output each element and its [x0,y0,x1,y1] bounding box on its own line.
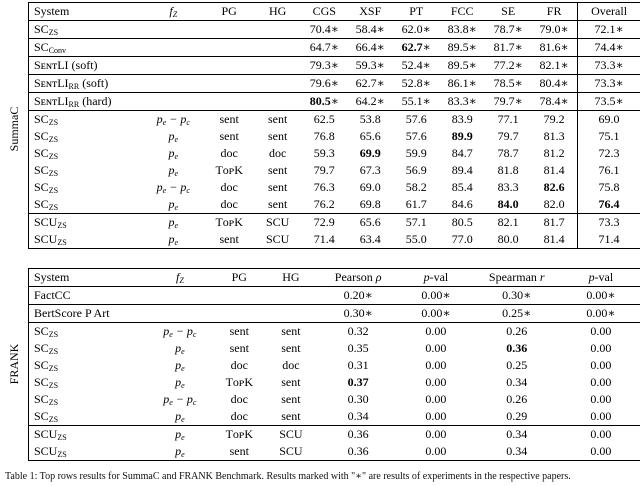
table-row [29,75,640,93]
column-header: XSF [359,4,382,18]
value-cell [142,21,204,39]
value-cell: 72.9 [313,215,335,229]
value-cell: 0.26 [506,324,528,338]
value-cell: 0.00 [590,341,612,355]
table-row [29,21,640,39]
column-header: CGS [312,4,336,18]
value-cell: 81.4 [543,163,565,177]
column-header: System [34,270,70,284]
column-header: p-val [423,270,449,284]
value-cell: 81.4 [543,232,565,246]
value-cell: 80.4∗ [539,76,569,90]
value-cell: 0.25 [506,358,528,372]
table-row [29,128,640,145]
value-cell [142,75,204,93]
value-cell: 65.6 [359,129,381,143]
value-cell: doc [282,358,300,372]
table-row [29,111,640,129]
value-cell: 55.1∗ [401,94,431,108]
column-header: p-val [588,270,614,284]
value-cell: 81.2 [543,146,565,160]
value-cell [254,21,301,39]
value-cell: 0.00∗ [586,288,616,302]
value-cell: 0.30∗ [502,288,532,302]
system-cell: SᴇɴᴛLI$_{RR}$ (soft) [34,76,109,91]
value-cell: TᴏᴘK [215,215,243,229]
value-cell [147,287,213,305]
value-cell: 73.3∗ [578,75,640,93]
value-cell: 79.2 [543,112,565,126]
table-row [29,39,640,57]
value-cell: 59.3∗ [355,58,385,72]
system-cell: $SC_{ZS}$ [34,22,59,37]
value-cell: 82.0 [543,197,565,211]
value-cell: 76.3 [313,180,335,194]
column-header: PT [409,4,424,18]
value-cell: 64.7∗ [309,40,339,54]
value-cell: sent [267,197,288,211]
value-cell: 62.7∗ [401,40,431,54]
value-cell: 57.6 [405,129,427,143]
value-cell: 77.1 [497,112,519,126]
value-cell: 72.3 [578,145,640,162]
column-header: SE [501,4,516,18]
value-cell: $p_e$ [168,232,179,247]
value-cell: $p_e - p_c$ [163,392,197,407]
value-cell [213,305,266,323]
value-cell: 83.3 [497,180,519,194]
value-cell: 58.4∗ [355,22,385,36]
value-cell: 0.00 [590,409,612,423]
value-cell [204,75,254,93]
table-row [29,426,640,444]
table-row [29,408,640,426]
table-caption: Table 1: Top rows results for SummaC and FRANK Benchmark. Results marked with "∗" are results of experiments in the respective papers. [5,471,571,482]
value-cell: 72.1∗ [578,21,640,39]
value-cell: sent [229,444,249,458]
value-cell: sent [281,409,301,423]
value-cell: sent [281,375,301,389]
value-cell: 69.9 [359,146,381,160]
value-cell: 61.7 [405,197,427,211]
value-cell: 89.4 [451,163,473,177]
table-row [29,287,640,305]
value-cell: $p_e$ [175,358,185,373]
value-cell: 83.8∗ [447,22,477,36]
value-cell: 81.8 [497,163,519,177]
value-cell [142,39,204,57]
system-cell: $SC_{ZS}$ [34,197,59,212]
value-cell: 77.0 [451,232,473,246]
value-cell: sent [281,341,301,355]
value-cell: 0.36 [347,427,369,441]
value-cell: sent [267,180,288,194]
value-cell: SCU [265,215,290,229]
summac-results-table [28,2,640,249]
value-cell: 67.3 [359,163,381,177]
value-cell: $p_e - p_c$ [156,112,190,127]
value-cell: 0.00 [425,341,447,355]
table-row [29,162,640,179]
value-cell: 62.0∗ [401,22,431,36]
value-cell: 62.5 [313,112,335,126]
value-cell: TᴏᴘK [215,163,243,177]
value-cell: 76.8 [313,129,335,143]
column-header: $f_Z$ [169,4,178,19]
table-row [29,179,640,196]
table-row [29,196,640,214]
value-cell: 69.0 [359,180,381,194]
value-cell: 0.00 [590,324,612,338]
column-header: Overall [578,3,640,21]
column-header: Pearson ρ [334,270,382,284]
value-cell: 0.34 [506,444,528,458]
value-cell [254,75,301,93]
value-cell: SCU [279,444,303,458]
value-cell: sent [267,163,288,177]
system-cell: $SC_{ZS}$ [34,163,59,178]
value-cell [204,39,254,57]
value-cell: doc [220,197,238,211]
value-cell: 80.5∗ [309,94,339,108]
value-cell: 71.4 [578,231,640,249]
value-cell: 52.4∗ [401,58,431,72]
value-cell: 0.36 [506,341,528,355]
system-cell: SᴇɴᴛLI (soft) [34,58,98,72]
value-cell: 81.7 [543,215,565,229]
value-cell: sent [267,112,288,126]
system-cell: $SC_{ZS}$ [34,358,59,373]
value-cell: sent [219,129,239,143]
value-cell: 78.5∗ [493,76,523,90]
column-header: FR [546,4,562,18]
value-cell: 80.0 [497,232,519,246]
system-cell: $SC_{ZS}$ [34,392,59,407]
value-cell: 0.00 [590,375,612,389]
table-row [29,214,640,232]
system-cell: $SC_{ZS}$ [34,146,59,161]
value-cell: doc [220,146,238,160]
table-row [29,57,640,75]
group-label-frank: FRANK [7,343,21,385]
value-cell [142,93,204,111]
value-cell: $p_e$ [168,146,179,161]
value-cell: 71.4 [313,232,335,246]
value-cell: TᴏᴘK [225,427,254,441]
value-cell: 69.8 [359,197,381,211]
value-cell: $p_e$ [175,409,185,424]
value-cell: doc [230,358,248,372]
value-cell: $p_e$ [168,215,179,230]
value-cell: sent [281,392,301,406]
value-cell: $p_e$ [175,375,185,390]
value-cell: 85.4 [451,180,473,194]
value-cell: 81.3 [543,129,565,143]
value-cell [204,21,254,39]
value-cell [142,57,204,75]
value-cell: $p_e$ [175,444,185,459]
value-cell: 75.1 [578,128,640,145]
value-cell: 62.7∗ [355,76,385,90]
value-cell: 0.31 [347,358,369,372]
system-cell: $SC_{ZS}$ [34,375,59,390]
value-cell: 76.4 [578,196,640,214]
value-cell [266,305,317,323]
system-cell: BertScore P Art [34,306,110,320]
value-cell: 80.5 [451,215,473,229]
value-cell [204,93,254,111]
value-cell: 79.7∗ [493,94,523,108]
system-cell: $SCU_{ZS}$ [34,427,67,442]
value-cell: sent [229,341,249,355]
system-cell: $SC_{ZS}$ [34,324,59,339]
table-row [29,357,640,374]
value-cell: 66.4∗ [355,40,385,54]
system-cell: $SC_{ZS}$ [34,129,59,144]
table-row [29,340,640,357]
column-header: Spearman r [488,270,545,284]
value-cell: 83.3∗ [447,94,477,108]
frank-results-table [28,268,640,461]
value-cell: 0.00 [425,427,447,441]
value-cell [147,305,213,323]
value-cell: 79.7 [313,163,335,177]
value-cell: 82.6 [543,180,565,194]
value-cell: 89.5∗ [447,40,477,54]
system-cell: $SCU_{ZS}$ [34,444,67,459]
value-cell: 0.00 [425,358,447,372]
value-cell: 0.37 [347,375,369,389]
column-header: HG [268,4,287,18]
system-cell: $SC_{Conv}$ [34,40,67,55]
value-cell: TᴏᴘK [225,375,254,389]
value-cell: 74.4∗ [578,39,640,57]
value-cell: 89.5∗ [447,58,477,72]
value-cell: 0.20∗ [343,288,373,302]
value-cell: $p_e$ [175,427,185,442]
value-cell: 78.7∗ [493,22,523,36]
value-cell: sent [267,129,288,143]
column-header: FCC [450,4,474,18]
column-header: PG [221,4,237,18]
value-cell [204,57,254,75]
value-cell: 81.7∗ [493,40,523,54]
value-cell: 0.00 [425,392,447,406]
value-cell: 86.1∗ [447,76,477,90]
system-cell: $SC_{ZS}$ [34,341,59,356]
value-cell: doc [230,392,248,406]
value-cell: 52.8∗ [401,76,431,90]
value-cell: 58.2 [405,180,427,194]
value-cell: 0.00 [590,392,612,406]
value-cell: 89.9 [451,129,473,143]
value-cell: 0.00∗ [586,306,616,320]
value-cell: 82.1 [497,215,519,229]
value-cell: $p_e - p_c$ [163,324,197,339]
value-cell: 55.0 [405,232,427,246]
value-cell: 0.32 [347,324,369,338]
value-cell: 0.35 [347,341,369,355]
system-cell: FactCC [34,288,71,302]
value-cell: $p_e - p_c$ [156,180,190,195]
value-cell: 59.3 [313,146,335,160]
value-cell: sent [219,112,239,126]
value-cell [213,287,266,305]
value-cell: 0.00 [425,324,447,338]
value-cell: 0.29 [506,409,528,423]
column-header: System [34,4,70,18]
table-row [29,145,640,162]
value-cell: 0.00∗ [421,306,451,320]
value-cell: 78.4∗ [539,94,569,108]
table-row [29,374,640,391]
value-cell: 73.3∗ [578,57,640,75]
value-cell: 69.0 [578,111,640,129]
value-cell: SCU [279,427,303,441]
value-cell: 83.9 [451,112,473,126]
value-cell: doc [230,409,248,423]
value-cell: 64.2∗ [355,94,385,108]
value-cell: 79.7 [497,129,519,143]
value-cell: 0.30 [347,392,369,406]
value-cell: 57.6 [405,112,427,126]
value-cell: 0.36 [347,444,369,458]
value-cell: 56.9 [405,163,427,177]
value-cell: 82.1∗ [539,58,569,72]
value-cell: 0.00 [590,427,612,441]
table-row [29,231,640,249]
value-cell: 78.7 [497,146,519,160]
table-row [29,323,640,341]
value-cell: 0.00 [425,444,447,458]
system-cell: $SC_{ZS}$ [34,112,59,127]
table-row [29,443,640,461]
value-cell: 77.2∗ [493,58,523,72]
value-cell: $p_e$ [168,163,179,178]
value-cell [254,93,301,111]
group-label-summac: SummaC [7,106,21,152]
value-cell: $p_e$ [168,197,179,212]
system-cell: $SC_{ZS}$ [34,180,59,195]
value-cell: 84.0 [497,197,519,211]
value-cell: sent [229,324,249,338]
table-row [29,391,640,408]
value-cell [266,287,317,305]
value-cell: 0.00 [590,358,612,372]
value-cell: 76.1 [578,162,640,179]
value-cell: 0.00∗ [421,288,451,302]
value-cell: 0.30∗ [343,306,373,320]
value-cell: 0.00 [590,444,612,458]
value-cell: 59.9 [405,146,427,160]
value-cell: 79.0∗ [539,22,569,36]
column-header: PG [231,270,247,284]
value-cell: 57.1 [405,215,427,229]
value-cell: 75.8 [578,179,640,196]
value-cell: doc [268,146,287,160]
value-cell: 0.34 [347,409,369,423]
value-cell: 84.7 [451,146,473,160]
value-cell: SCU [265,232,290,246]
value-cell: 79.3∗ [309,58,339,72]
table-row [29,305,640,323]
value-cell: 76.2 [313,197,335,211]
value-cell: 63.4 [359,232,381,246]
header-row [29,269,640,287]
column-header: HG [282,270,300,284]
value-cell: sent [281,324,301,338]
value-cell [254,57,301,75]
value-cell: 0.26 [506,392,528,406]
header-row [29,3,640,21]
value-cell: $p_e$ [168,129,179,144]
system-cell: $SCU_{ZS}$ [34,215,67,230]
value-cell: 53.8 [359,112,381,126]
value-cell: 70.4∗ [309,22,339,36]
value-cell: 0.00 [425,375,447,389]
value-cell: $p_e$ [175,341,185,356]
value-cell: 81.6∗ [539,40,569,54]
column-header: $f_Z$ [175,270,184,285]
value-cell: 0.00 [425,409,447,423]
value-cell: 0.34 [506,427,528,441]
value-cell: 0.25∗ [502,306,532,320]
system-cell: SᴇɴᴛLI$_{RR}$ (hard) [34,94,112,109]
value-cell: 79.6∗ [309,76,339,90]
value-cell: doc [220,180,238,194]
value-cell: 73.3 [578,214,640,232]
value-cell: 0.34 [506,375,528,389]
system-cell: $SC_{ZS}$ [34,409,59,424]
value-cell: 73.5∗ [578,93,640,111]
value-cell: sent [219,232,239,246]
value-cell [254,39,301,57]
value-cell: 84.6 [451,197,473,211]
value-cell: 65.6 [359,215,381,229]
table-row [29,93,640,111]
system-cell: $SCU_{ZS}$ [34,232,67,247]
